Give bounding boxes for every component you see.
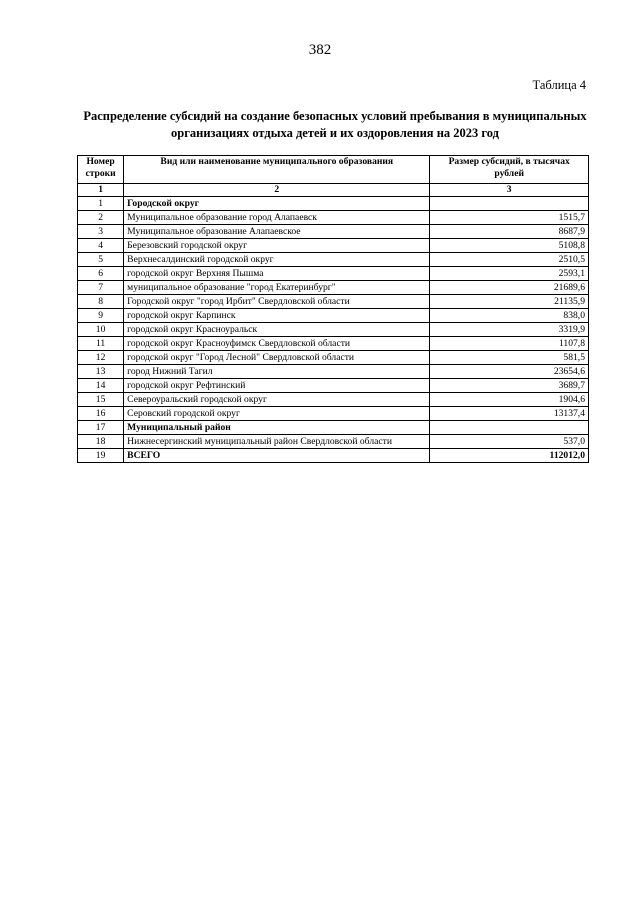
row-name-cell: Муниципальное образование город Алапаевск bbox=[124, 211, 430, 225]
table-row bbox=[78, 211, 589, 225]
row-name-cell: городской округ Красноуфимск Свердловской области bbox=[124, 337, 430, 351]
row-number-cell: 1 bbox=[78, 197, 124, 211]
row-number-cell: 5 bbox=[78, 253, 124, 267]
page-number: 382 bbox=[308, 42, 332, 58]
column-index: 2 bbox=[124, 184, 430, 197]
table-body bbox=[78, 197, 589, 463]
row-name-cell: городской округ Рефтинский bbox=[124, 379, 430, 393]
row-number-cell: 3 bbox=[78, 225, 124, 239]
row-name-cell: городской округ Верхняя Пышма bbox=[124, 267, 430, 281]
row-amount-cell: 8687,9 bbox=[430, 225, 589, 239]
row-amount-cell: 23654,6 bbox=[430, 365, 589, 379]
row-amount-cell: 3319,9 bbox=[430, 323, 589, 337]
row-amount-cell: 21689,6 bbox=[430, 281, 589, 295]
subsidy-table bbox=[77, 155, 589, 463]
table-row bbox=[78, 309, 589, 323]
row-name-cell: город Нижний Тагил bbox=[124, 365, 430, 379]
column-header-number: Номер строки bbox=[78, 156, 124, 184]
table-row bbox=[78, 435, 589, 449]
row-amount-cell: 2593,1 bbox=[430, 267, 589, 281]
section-row bbox=[78, 421, 589, 435]
table-row bbox=[78, 295, 589, 309]
row-amount-cell: 1107,8 bbox=[430, 337, 589, 351]
row-name-cell: Городской округ "город Ирбит" Свердловской области bbox=[124, 295, 430, 309]
column-index-row bbox=[78, 184, 589, 197]
row-name-cell: муниципальное образование "город Екатеринбург" bbox=[124, 281, 430, 295]
row-number-cell: 18 bbox=[78, 435, 124, 449]
row-number-cell: 14 bbox=[78, 379, 124, 393]
section-row bbox=[78, 197, 589, 211]
row-number-cell: 17 bbox=[78, 421, 124, 435]
table-row bbox=[78, 253, 589, 267]
row-amount-cell: 2510,5 bbox=[430, 253, 589, 267]
table-row bbox=[78, 281, 589, 295]
row-name-cell: Верхнесалдинский городской округ bbox=[124, 253, 430, 267]
table-row bbox=[78, 365, 589, 379]
row-name-cell: Городской округ bbox=[124, 197, 430, 211]
row-amount-cell: 1515,7 bbox=[430, 211, 589, 225]
table-row bbox=[78, 393, 589, 407]
row-amount-cell bbox=[430, 421, 589, 435]
column-header-name: Вид или наименование муниципального образования bbox=[124, 156, 430, 184]
row-name-cell: городской округ Красноуральск bbox=[124, 323, 430, 337]
row-number-cell: 6 bbox=[78, 267, 124, 281]
row-name-cell: Березовский городской округ bbox=[124, 239, 430, 253]
row-amount-cell: 3689,7 bbox=[430, 379, 589, 393]
row-name-cell: городской округ "Город Лесной" Свердловской области bbox=[124, 351, 430, 365]
row-name-cell: Североуральский городской округ bbox=[124, 393, 430, 407]
row-name-cell: городской округ Карпинск bbox=[124, 309, 430, 323]
row-number-cell: 11 bbox=[78, 337, 124, 351]
table-label: Таблица 4 bbox=[532, 78, 586, 92]
table-row bbox=[78, 323, 589, 337]
row-number-cell: 19 bbox=[78, 449, 124, 463]
table-row bbox=[78, 351, 589, 365]
row-amount-cell: 112012,0 bbox=[430, 449, 589, 463]
row-amount-cell: 838,0 bbox=[430, 309, 589, 323]
row-name-cell: Серовский городской округ bbox=[124, 407, 430, 421]
table-row bbox=[78, 337, 589, 351]
column-header-amount: Размер субсидий, в тысячах рублей bbox=[430, 156, 589, 184]
row-number-cell: 16 bbox=[78, 407, 124, 421]
row-amount-cell: 5108,8 bbox=[430, 239, 589, 253]
column-index: 3 bbox=[430, 184, 589, 197]
row-number-cell: 12 bbox=[78, 351, 124, 365]
row-name-cell: ВСЕГО bbox=[124, 449, 430, 463]
row-amount-cell: 581,5 bbox=[430, 351, 589, 365]
row-number-cell: 8 bbox=[78, 295, 124, 309]
row-number-cell: 13 bbox=[78, 365, 124, 379]
document-title: Распределение субсидий на создание безопасных условий пребывания в муниципальных организациях отдыха детей и их оздоровления на 2023 год bbox=[83, 109, 587, 140]
column-index: 1 bbox=[78, 184, 124, 197]
row-number-cell: 2 bbox=[78, 211, 124, 225]
row-amount-cell: 537,0 bbox=[430, 435, 589, 449]
table-header-row bbox=[78, 156, 589, 184]
table-row bbox=[78, 267, 589, 281]
table-row bbox=[78, 379, 589, 393]
row-number-cell: 7 bbox=[78, 281, 124, 295]
row-amount-cell: 1904,6 bbox=[430, 393, 589, 407]
row-amount-cell bbox=[430, 197, 589, 211]
table-row bbox=[78, 239, 589, 253]
row-amount-cell: 21135,9 bbox=[430, 295, 589, 309]
row-name-cell: Муниципальный район bbox=[124, 421, 430, 435]
row-name-cell: Муниципальное образование Алапаевское bbox=[124, 225, 430, 239]
row-number-cell: 10 bbox=[78, 323, 124, 337]
row-number-cell: 9 bbox=[78, 309, 124, 323]
table-row bbox=[78, 407, 589, 421]
row-amount-cell: 13137,4 bbox=[430, 407, 589, 421]
row-name-cell: Нижнесергинский муниципальный район Свердловской области bbox=[124, 435, 430, 449]
row-number-cell: 4 bbox=[78, 239, 124, 253]
total-row bbox=[78, 449, 589, 463]
table-row bbox=[78, 225, 589, 239]
row-number-cell: 15 bbox=[78, 393, 124, 407]
